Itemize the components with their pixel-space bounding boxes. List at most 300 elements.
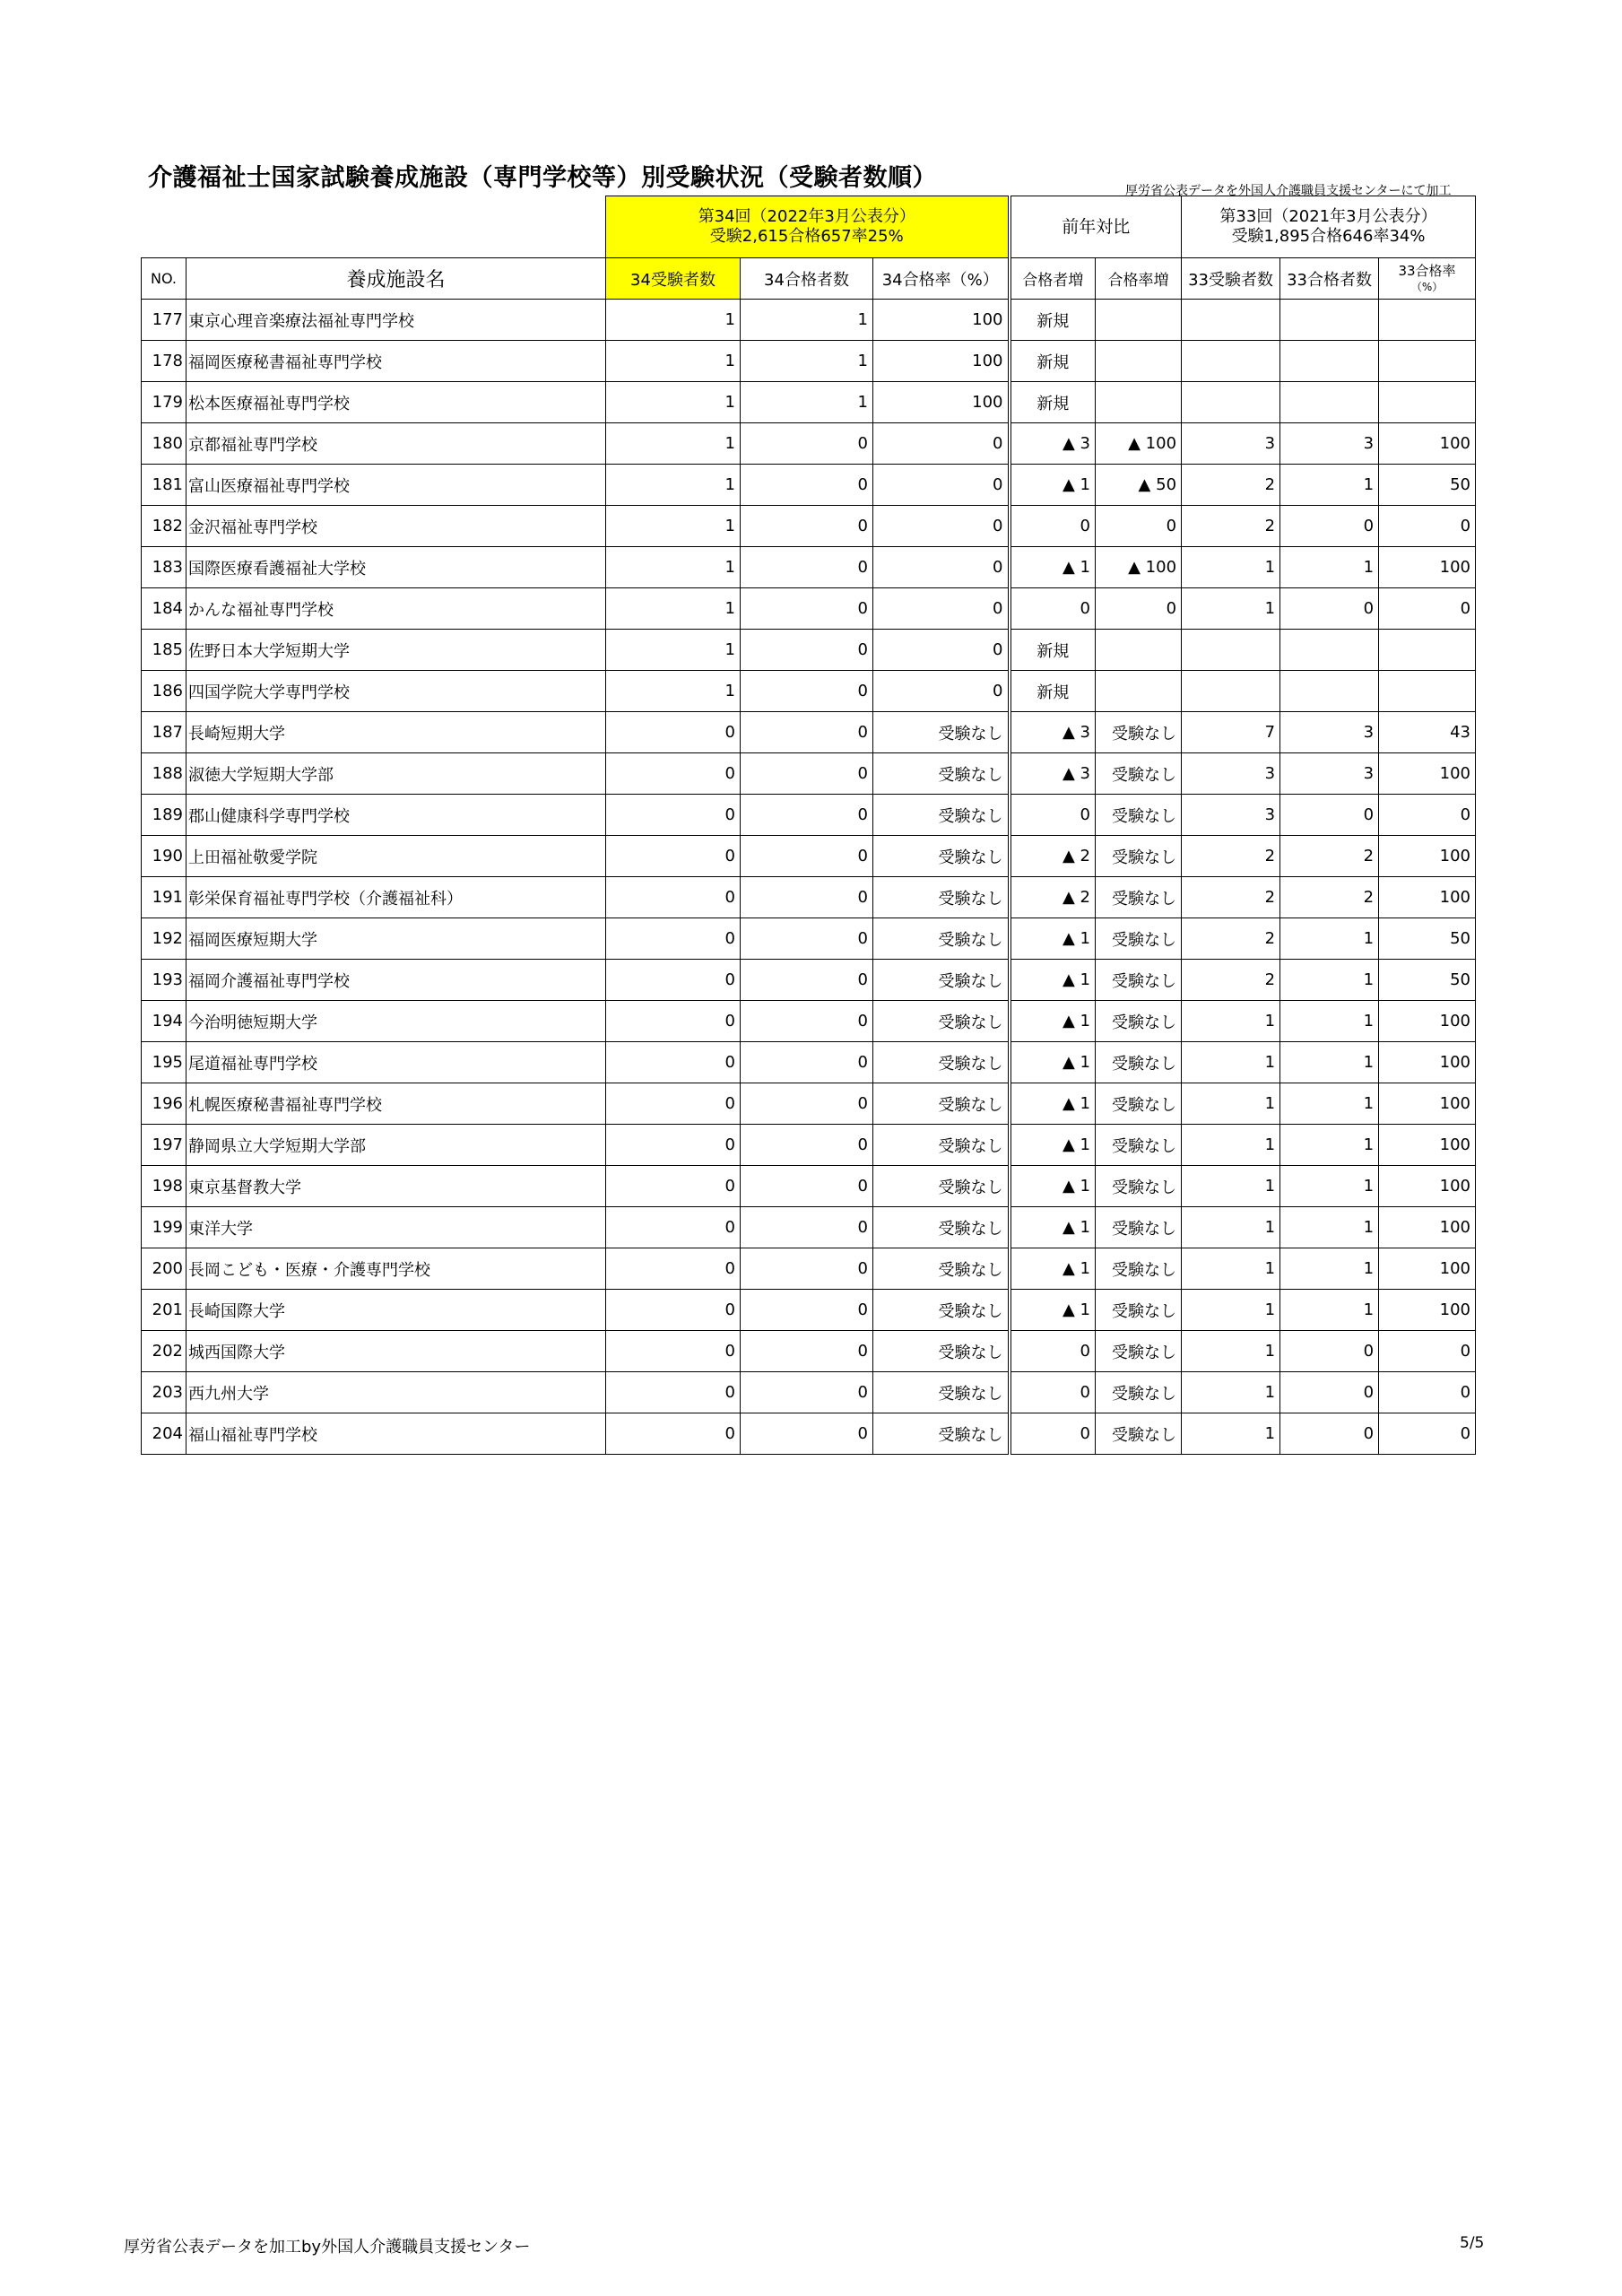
row-exam33-cell: 1 [1182,547,1280,588]
col-name: 養成施設名 [186,258,606,300]
group-header-33 [1182,196,1476,258]
row-rate33-cell: 50 [1379,960,1476,1001]
row-pass33-cell [1280,300,1379,341]
row-name-cell: 四国学院大学専門学校 [186,671,606,712]
group-header-34 [606,196,1010,258]
row-pass34-cell: 0 [741,753,873,795]
row-pass33-cell: 1 [1280,1125,1379,1166]
row-no-cell: 197 [142,1125,186,1166]
row-no-cell: 203 [142,1372,186,1413]
row-exam34-cell: 0 [606,1207,741,1248]
col-pass-diff: 合格者増 [1010,258,1096,300]
col-exam33: 33受験者数 [1182,258,1280,300]
row-name-cell: 長崎短期大学 [186,712,606,753]
row-rate33-cell: 100 [1379,423,1476,465]
row-no-cell: 195 [142,1042,186,1083]
table-row [142,1372,1476,1413]
row-pass33-cell: 0 [1280,1372,1379,1413]
row-pass34-cell: 1 [741,341,873,382]
row-rate34-cell: 受験なし [873,712,1010,753]
table-row [142,341,1476,382]
row-pass-diff-cell: ▲ 1 [1010,1001,1096,1042]
row-rate34-cell: 受験なし [873,1001,1010,1042]
table-row [142,1248,1476,1290]
row-exam33-cell: 1 [1182,1372,1280,1413]
table-row [142,836,1476,877]
col-rate-diff: 合格率増 [1096,258,1182,300]
row-pass-diff-cell: 0 [1010,506,1096,547]
row-exam33-cell [1182,382,1280,423]
row-pass33-cell: 0 [1280,506,1379,547]
table-row [142,547,1476,588]
row-pass34-cell: 0 [741,630,873,671]
row-no-cell: 188 [142,753,186,795]
row-exam33-cell [1182,671,1280,712]
row-exam33-cell: 3 [1182,795,1280,836]
group-header-diff: 前年対比 [1010,196,1182,258]
row-rate-diff-cell [1096,671,1182,712]
row-pass-diff-cell: 0 [1010,1331,1096,1372]
row-rate-diff-cell [1096,630,1182,671]
row-no-cell: 191 [142,877,186,918]
row-rate-diff-cell: 受験なし [1096,753,1182,795]
row-rate34-cell: 受験なし [873,1207,1010,1248]
row-pass34-cell: 0 [741,1331,873,1372]
row-rate33-cell: 43 [1379,712,1476,753]
group-header-row [142,196,1476,258]
row-rate34-cell: 受験なし [873,1331,1010,1372]
row-exam33-cell: 2 [1182,918,1280,960]
row-exam34-cell: 1 [606,341,741,382]
row-exam33-cell: 1 [1182,1042,1280,1083]
row-rate-diff-cell [1096,382,1182,423]
row-pass33-cell: 1 [1280,1001,1379,1042]
row-no-cell: 181 [142,465,186,506]
row-name-cell: 静岡県立大学短期大学部 [186,1125,606,1166]
row-name-cell: 郡山健康科学専門学校 [186,795,606,836]
row-exam34-cell: 0 [606,1125,741,1166]
row-no-cell: 193 [142,960,186,1001]
row-name-cell: 彰栄保育福祉専門学校（介護福祉科） [186,877,606,918]
row-rate34-cell: 受験なし [873,960,1010,1001]
row-pass34-cell: 0 [741,1207,873,1248]
row-rate-diff-cell: 受験なし [1096,1083,1182,1125]
group34-title: 第34回（2022年3月公表分） [698,207,915,226]
col-no: NO. [142,258,186,300]
row-pass33-cell: 1 [1280,960,1379,1001]
row-name-cell: 今治明徳短期大学 [186,1001,606,1042]
row-rate34-cell: 受験なし [873,795,1010,836]
row-rate-diff-cell: 受験なし [1096,1331,1182,1372]
row-name-cell: 長崎国際大学 [186,1290,606,1331]
row-pass-diff-cell: ▲ 1 [1010,1166,1096,1207]
row-rate33-cell: 100 [1379,753,1476,795]
row-pass33-cell: 3 [1280,423,1379,465]
row-pass-diff-cell: ▲ 1 [1010,547,1096,588]
row-pass34-cell: 0 [741,836,873,877]
row-exam34-cell: 0 [606,1248,741,1290]
group34-summary: 受験2,615合格657率25% [709,227,904,246]
table-row [142,588,1476,630]
row-pass-diff-cell: ▲ 1 [1010,1290,1096,1331]
row-exam33-cell: 1 [1182,1001,1280,1042]
row-rate-diff-cell: 受験なし [1096,1413,1182,1455]
row-pass34-cell: 0 [741,1290,873,1331]
row-pass34-cell: 0 [741,465,873,506]
row-pass34-cell: 0 [741,1042,873,1083]
row-pass33-cell [1280,671,1379,712]
row-exam34-cell: 0 [606,795,741,836]
row-pass33-cell: 0 [1280,588,1379,630]
row-rate33-cell: 100 [1379,1042,1476,1083]
row-pass34-cell: 1 [741,300,873,341]
row-pass-diff-cell: 新規 [1010,300,1096,341]
row-exam33-cell: 1 [1182,1166,1280,1207]
row-pass34-cell: 0 [741,1248,873,1290]
row-no-cell: 187 [142,712,186,753]
row-exam33-cell: 7 [1182,712,1280,753]
col-pass34: 34合格者数 [741,258,873,300]
row-exam33-cell: 2 [1182,506,1280,547]
row-rate-diff-cell: 受験なし [1096,795,1182,836]
row-exam34-cell: 0 [606,753,741,795]
table-row [142,1001,1476,1042]
row-rate33-cell: 0 [1379,1413,1476,1455]
row-pass34-cell: 0 [741,423,873,465]
table-row [142,382,1476,423]
table-row [142,630,1476,671]
row-no-cell: 180 [142,423,186,465]
row-exam34-cell: 0 [606,1290,741,1331]
row-pass-diff-cell: ▲ 1 [1010,465,1096,506]
page-number: 5/5 [1460,2234,1485,2252]
row-pass33-cell [1280,382,1379,423]
row-pass-diff-cell: 新規 [1010,630,1096,671]
row-pass33-cell: 1 [1280,1166,1379,1207]
row-pass-diff-cell: ▲ 1 [1010,1083,1096,1125]
row-pass-diff-cell: 0 [1010,588,1096,630]
row-exam34-cell: 1 [606,300,741,341]
row-rate-diff-cell: 受験なし [1096,1207,1182,1248]
row-no-cell: 182 [142,506,186,547]
row-rate-diff-cell: 受験なし [1096,1001,1182,1042]
row-rate33-cell: 100 [1379,1001,1476,1042]
row-no-cell: 177 [142,300,186,341]
row-exam33-cell: 1 [1182,1248,1280,1290]
table-row [142,465,1476,506]
row-pass33-cell: 0 [1280,1413,1379,1455]
row-pass-diff-cell: 0 [1010,795,1096,836]
row-exam34-cell: 1 [606,547,741,588]
row-rate33-cell [1379,300,1476,341]
row-rate33-cell: 0 [1379,795,1476,836]
row-rate-diff-cell: 受験なし [1096,918,1182,960]
row-rate-diff-cell: 受験なし [1096,1166,1182,1207]
row-pass-diff-cell: ▲ 1 [1010,918,1096,960]
row-pass34-cell: 0 [741,712,873,753]
row-pass-diff-cell: ▲ 3 [1010,423,1096,465]
row-pass33-cell: 1 [1280,1042,1379,1083]
row-name-cell: 東京基督教大学 [186,1166,606,1207]
row-exam34-cell: 0 [606,877,741,918]
row-pass33-cell: 1 [1280,1207,1379,1248]
row-rate34-cell: 100 [873,382,1010,423]
row-exam34-cell: 0 [606,1042,741,1083]
row-rate-diff-cell: 受験なし [1096,836,1182,877]
row-exam33-cell [1182,341,1280,382]
row-pass-diff-cell: ▲ 1 [1010,1042,1096,1083]
row-rate-diff-cell [1096,300,1182,341]
row-pass-diff-cell: 新規 [1010,671,1096,712]
row-pass33-cell: 1 [1280,1083,1379,1125]
row-pass33-cell: 1 [1280,465,1379,506]
row-rate-diff-cell: ▲ 100 [1096,547,1182,588]
source-note: 厚労省公表データを外国人介護職員支援センターにて加工 [1125,184,1452,198]
row-rate34-cell: 受験なし [873,1125,1010,1166]
row-rate34-cell: 受験なし [873,753,1010,795]
col-rate33 [1379,258,1476,300]
row-rate34-cell: 0 [873,671,1010,712]
results-table [141,196,1476,1455]
row-rate-diff-cell: 受験なし [1096,1248,1182,1290]
row-rate34-cell: 0 [873,506,1010,547]
row-rate34-cell: 0 [873,547,1010,588]
row-rate-diff-cell: ▲ 50 [1096,465,1182,506]
col-rate33-label: 33合格率 [1398,262,1456,279]
row-name-cell: 金沢福祉専門学校 [186,506,606,547]
row-pass-diff-cell: ▲ 2 [1010,836,1096,877]
row-pass33-cell: 0 [1280,795,1379,836]
row-rate33-cell: 100 [1379,1083,1476,1125]
row-pass33-cell: 3 [1280,753,1379,795]
row-no-cell: 183 [142,547,186,588]
row-pass33-cell: 3 [1280,712,1379,753]
row-rate34-cell: 受験なし [873,1413,1010,1455]
row-name-cell: 松本医療福祉専門学校 [186,382,606,423]
row-exam33-cell: 1 [1182,1125,1280,1166]
row-rate-diff-cell: 0 [1096,506,1182,547]
row-rate33-cell [1379,630,1476,671]
row-no-cell: 204 [142,1413,186,1455]
row-no-cell: 185 [142,630,186,671]
row-pass33-cell: 1 [1280,1248,1379,1290]
row-rate33-cell: 100 [1379,1166,1476,1207]
row-rate33-cell [1379,341,1476,382]
row-pass-diff-cell: 0 [1010,1413,1096,1455]
row-name-cell: 西九州大学 [186,1372,606,1413]
table-row [142,1125,1476,1166]
col-pass33: 33合格者数 [1280,258,1379,300]
row-exam34-cell: 1 [606,382,741,423]
row-pass33-cell [1280,630,1379,671]
row-rate34-cell: 100 [873,341,1010,382]
row-rate33-cell: 100 [1379,877,1476,918]
row-exam34-cell: 0 [606,712,741,753]
row-exam33-cell: 1 [1182,1207,1280,1248]
row-exam34-cell: 0 [606,1001,741,1042]
row-rate33-cell: 0 [1379,1331,1476,1372]
row-rate34-cell: 受験なし [873,1248,1010,1290]
table-row [142,795,1476,836]
row-exam33-cell: 1 [1182,588,1280,630]
row-rate34-cell: 受験なし [873,1042,1010,1083]
row-exam34-cell: 0 [606,960,741,1001]
row-pass-diff-cell: ▲ 1 [1010,1248,1096,1290]
row-no-cell: 201 [142,1290,186,1331]
row-exam34-cell: 1 [606,671,741,712]
row-exam34-cell: 1 [606,465,741,506]
row-name-cell: 福岡医療短期大学 [186,918,606,960]
row-pass-diff-cell: ▲ 3 [1010,753,1096,795]
row-rate33-cell [1379,671,1476,712]
row-name-cell: 札幌医療秘書福祉専門学校 [186,1083,606,1125]
row-exam33-cell: 3 [1182,753,1280,795]
row-no-cell: 184 [142,588,186,630]
row-exam33-cell: 1 [1182,1083,1280,1125]
row-exam34-cell: 1 [606,588,741,630]
row-rate33-cell: 100 [1379,1290,1476,1331]
row-pass34-cell: 0 [741,1001,873,1042]
row-pass34-cell: 1 [741,382,873,423]
row-rate33-cell: 100 [1379,1207,1476,1248]
row-rate-diff-cell: 0 [1096,588,1182,630]
row-rate-diff-cell: 受験なし [1096,1290,1182,1331]
footer-credit: 厚労省公表データを加工by外国人介護職員支援センター [124,2238,531,2257]
table-row [142,1413,1476,1455]
row-name-cell: 国際医療看護福祉大学校 [186,547,606,588]
row-exam33-cell: 1 [1182,1331,1280,1372]
row-pass34-cell: 0 [741,1166,873,1207]
row-exam34-cell: 0 [606,1331,741,1372]
row-exam33-cell: 1 [1182,1290,1280,1331]
row-exam34-cell: 1 [606,423,741,465]
row-no-cell: 199 [142,1207,186,1248]
table-row [142,960,1476,1001]
table-row [142,877,1476,918]
row-rate34-cell: 受験なし [873,877,1010,918]
table-row [142,1083,1476,1125]
table-row [142,1331,1476,1372]
row-name-cell: 福山福祉専門学校 [186,1413,606,1455]
table-row [142,506,1476,547]
row-pass33-cell: 2 [1280,836,1379,877]
row-exam33-cell [1182,300,1280,341]
row-pass-diff-cell: ▲ 2 [1010,877,1096,918]
row-pass33-cell: 1 [1280,1290,1379,1331]
row-rate34-cell: 受験なし [873,1372,1010,1413]
row-rate33-cell: 50 [1379,918,1476,960]
row-pass-diff-cell: ▲ 3 [1010,712,1096,753]
row-rate34-cell: 0 [873,423,1010,465]
row-pass34-cell: 0 [741,547,873,588]
row-pass34-cell: 0 [741,960,873,1001]
row-name-cell: かんな福祉専門学校 [186,588,606,630]
page-title: 介護福祉士国家試験養成施設（専門学校等）別受験状況（受験者数順） [148,164,937,192]
row-rate-diff-cell: 受験なし [1096,1372,1182,1413]
row-exam34-cell: 0 [606,1372,741,1413]
row-rate34-cell: 受験なし [873,918,1010,960]
table-row [142,300,1476,341]
table-row [142,671,1476,712]
row-rate-diff-cell: 受験なし [1096,1125,1182,1166]
row-pass34-cell: 0 [741,1372,873,1413]
row-rate-diff-cell: 受験なし [1096,877,1182,918]
row-rate33-cell: 100 [1379,1248,1476,1290]
row-rate34-cell: 0 [873,630,1010,671]
row-exam33-cell: 3 [1182,423,1280,465]
row-exam33-cell: 2 [1182,836,1280,877]
row-pass34-cell: 0 [741,918,873,960]
row-name-cell: 東京心理音楽療法福祉専門学校 [186,300,606,341]
row-no-cell: 178 [142,341,186,382]
row-exam33-cell [1182,630,1280,671]
row-exam33-cell: 1 [1182,1413,1280,1455]
row-no-cell: 192 [142,918,186,960]
row-name-cell: 上田福祉敬愛学院 [186,836,606,877]
table-row [142,1290,1476,1331]
table-row [142,753,1476,795]
row-pass34-cell: 0 [741,877,873,918]
row-rate33-cell: 0 [1379,1372,1476,1413]
row-name-cell: 東洋大学 [186,1207,606,1248]
row-rate-diff-cell: 受験なし [1096,712,1182,753]
row-pass-diff-cell: ▲ 1 [1010,1207,1096,1248]
group33-title: 第33回（2021年3月公表分） [1219,207,1437,226]
row-rate33-cell: 0 [1379,506,1476,547]
row-pass33-cell [1280,341,1379,382]
row-exam34-cell: 0 [606,918,741,960]
row-rate-diff-cell: 受験なし [1096,960,1182,1001]
row-pass-diff-cell: ▲ 1 [1010,1125,1096,1166]
table-row [142,1042,1476,1083]
row-name-cell: 長岡こども・医療・介護専門学校 [186,1248,606,1290]
row-rate33-cell: 100 [1379,547,1476,588]
row-pass33-cell: 1 [1280,547,1379,588]
row-name-cell: 佐野日本大学短期大学 [186,630,606,671]
table-row [142,1207,1476,1248]
row-exam33-cell: 2 [1182,960,1280,1001]
row-no-cell: 179 [142,382,186,423]
row-rate-diff-cell: ▲ 100 [1096,423,1182,465]
row-exam34-cell: 0 [606,836,741,877]
row-pass-diff-cell: 新規 [1010,341,1096,382]
row-rate33-cell: 50 [1379,465,1476,506]
row-name-cell: 城西国際大学 [186,1331,606,1372]
row-name-cell: 尾道福祉専門学校 [186,1042,606,1083]
row-exam34-cell: 0 [606,1166,741,1207]
col-rate34: 34合格率（%） [873,258,1010,300]
group33-summary: 受験1,895合格646率34% [1231,227,1426,246]
row-rate34-cell: 0 [873,588,1010,630]
row-pass33-cell: 2 [1280,877,1379,918]
row-pass-diff-cell: 0 [1010,1372,1096,1413]
row-rate34-cell: 0 [873,465,1010,506]
row-name-cell: 京都福祉専門学校 [186,423,606,465]
row-pass33-cell: 0 [1280,1331,1379,1372]
row-no-cell: 198 [142,1166,186,1207]
col-rate33-unit: （%） [1410,280,1444,293]
row-pass34-cell: 0 [741,1413,873,1455]
row-pass-diff-cell: 新規 [1010,382,1096,423]
row-rate34-cell: 受験なし [873,1166,1010,1207]
row-pass34-cell: 0 [741,671,873,712]
row-exam34-cell: 1 [606,506,741,547]
row-rate33-cell [1379,382,1476,423]
row-pass34-cell: 0 [741,588,873,630]
row-no-cell: 186 [142,671,186,712]
table-row [142,423,1476,465]
row-rate34-cell: 100 [873,300,1010,341]
